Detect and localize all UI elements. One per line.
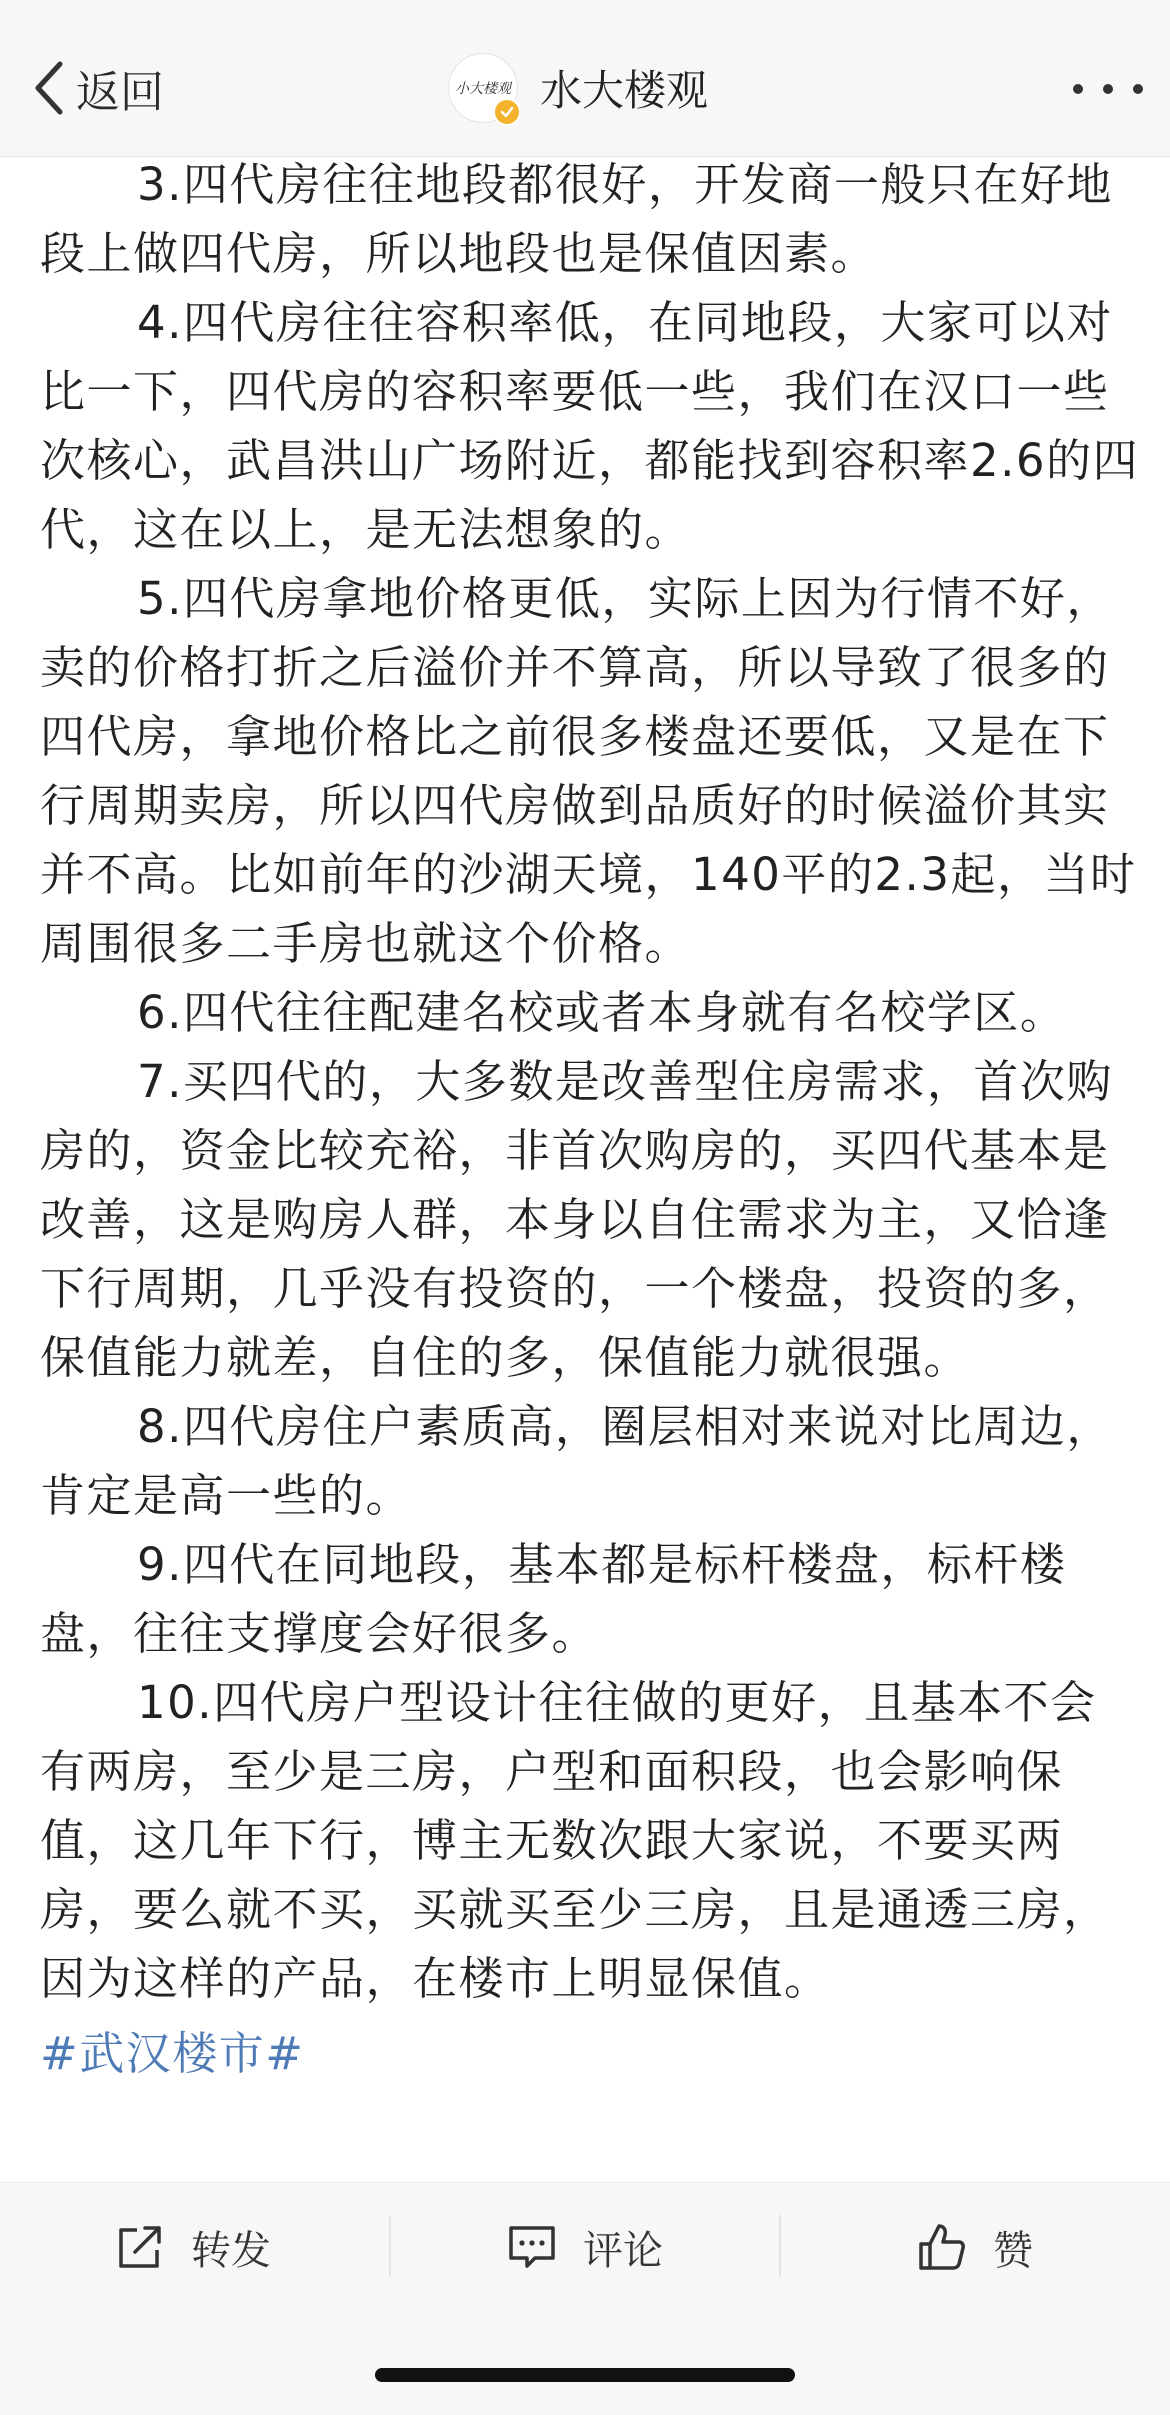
paragraph-4: 4.四代房往往容积率低，在同地段，大家可以对比一下，四代房的容积率要低一些，我们在汉口一些次核心，武昌洪山广场附近，都能找到容积率2.6的四代，这在以上，是无法想象的。 xyxy=(40,296,1140,556)
repost-label: 转发 xyxy=(191,2227,271,2274)
back-button[interactable] xyxy=(30,58,164,118)
avatar[interactable] xyxy=(448,53,518,123)
thumbs-up-icon xyxy=(917,2222,967,2272)
action-bar xyxy=(0,2182,1170,2311)
verified-badge-icon xyxy=(493,98,521,126)
like-label: 赞 xyxy=(993,2227,1033,2274)
paragraph-10: 10.四代房户型设计往往做的更好，且基本不会有两房，至少是三房，户型和面积段，也会影响保值，这几年下行，博主无数次跟大家说，不要买两房，要么就不买，买就买至少三房，且是通透三房，因为这样的产品，在楼市上明显保值。 xyxy=(40,1676,1110,2005)
page-title: 水大楼观 xyxy=(540,66,709,115)
paragraph-3: 3.四代房往往地段都很好，开发商一般只在好地段上做四代房，所以地段也是保值因素。 xyxy=(40,158,1113,280)
comment-button[interactable] xyxy=(507,2183,663,2311)
more-dots-icon[interactable] xyxy=(1068,74,1148,104)
share-icon xyxy=(115,2222,165,2272)
comment-icon xyxy=(507,2222,557,2272)
paragraph-8: 8.四代房住户素质高，圈层相对来说对比周边，肯定是高一些的。 xyxy=(40,1400,1113,1522)
account-header[interactable] xyxy=(448,52,708,124)
paragraph-9: 9.四代在同地段，基本都是标杆楼盘，标杆楼盘，往往支撑度会好很多。 xyxy=(40,1538,1067,1660)
post-body xyxy=(40,150,1140,2088)
hashtag-link[interactable]: #武汉楼市# xyxy=(40,2027,305,2080)
top-navigation-bar xyxy=(0,0,1170,157)
home-indicator[interactable] xyxy=(375,2368,795,2382)
paragraph-6: 6.四代往往配建名校或者本身就有名校学区。 xyxy=(137,986,1067,1039)
repost-button[interactable] xyxy=(115,2183,271,2311)
divider xyxy=(779,2215,781,2277)
paragraph-7: 7.买四代的，大多数是改善型住房需求，首次购房的，资金比较充裕，非首次购房的，买四代基本是改善，这是购房人群，本身以自住需求为主，又恰逢下行周期，几乎没有投资的，一个楼盘，投资的多，保值能力就差，自住的多，保值能力就很强。 xyxy=(40,1055,1113,1384)
avatar-logo-text: 小大楼观 xyxy=(455,81,511,97)
comment-label: 评论 xyxy=(583,2227,663,2274)
chevron-left-icon xyxy=(30,60,66,116)
paragraph-5: 5.四代房拿地价格更低，实际上因为行情不好，卖的价格打折之后溢价并不算高，所以导致了很多的四代房，拿地价格比之前很多楼盘还要低，又是在下行周期卖房，所以四代房做到品质好的时候溢价其实并不高。比如前年的沙湖天境，140平的2.3起，当时周围很多二手房也就这个价格。 xyxy=(40,572,1137,970)
like-button[interactable] xyxy=(917,2183,1033,2311)
back-label: 返回 xyxy=(76,67,164,118)
safe-area xyxy=(0,2310,1170,2415)
divider xyxy=(389,2215,391,2277)
